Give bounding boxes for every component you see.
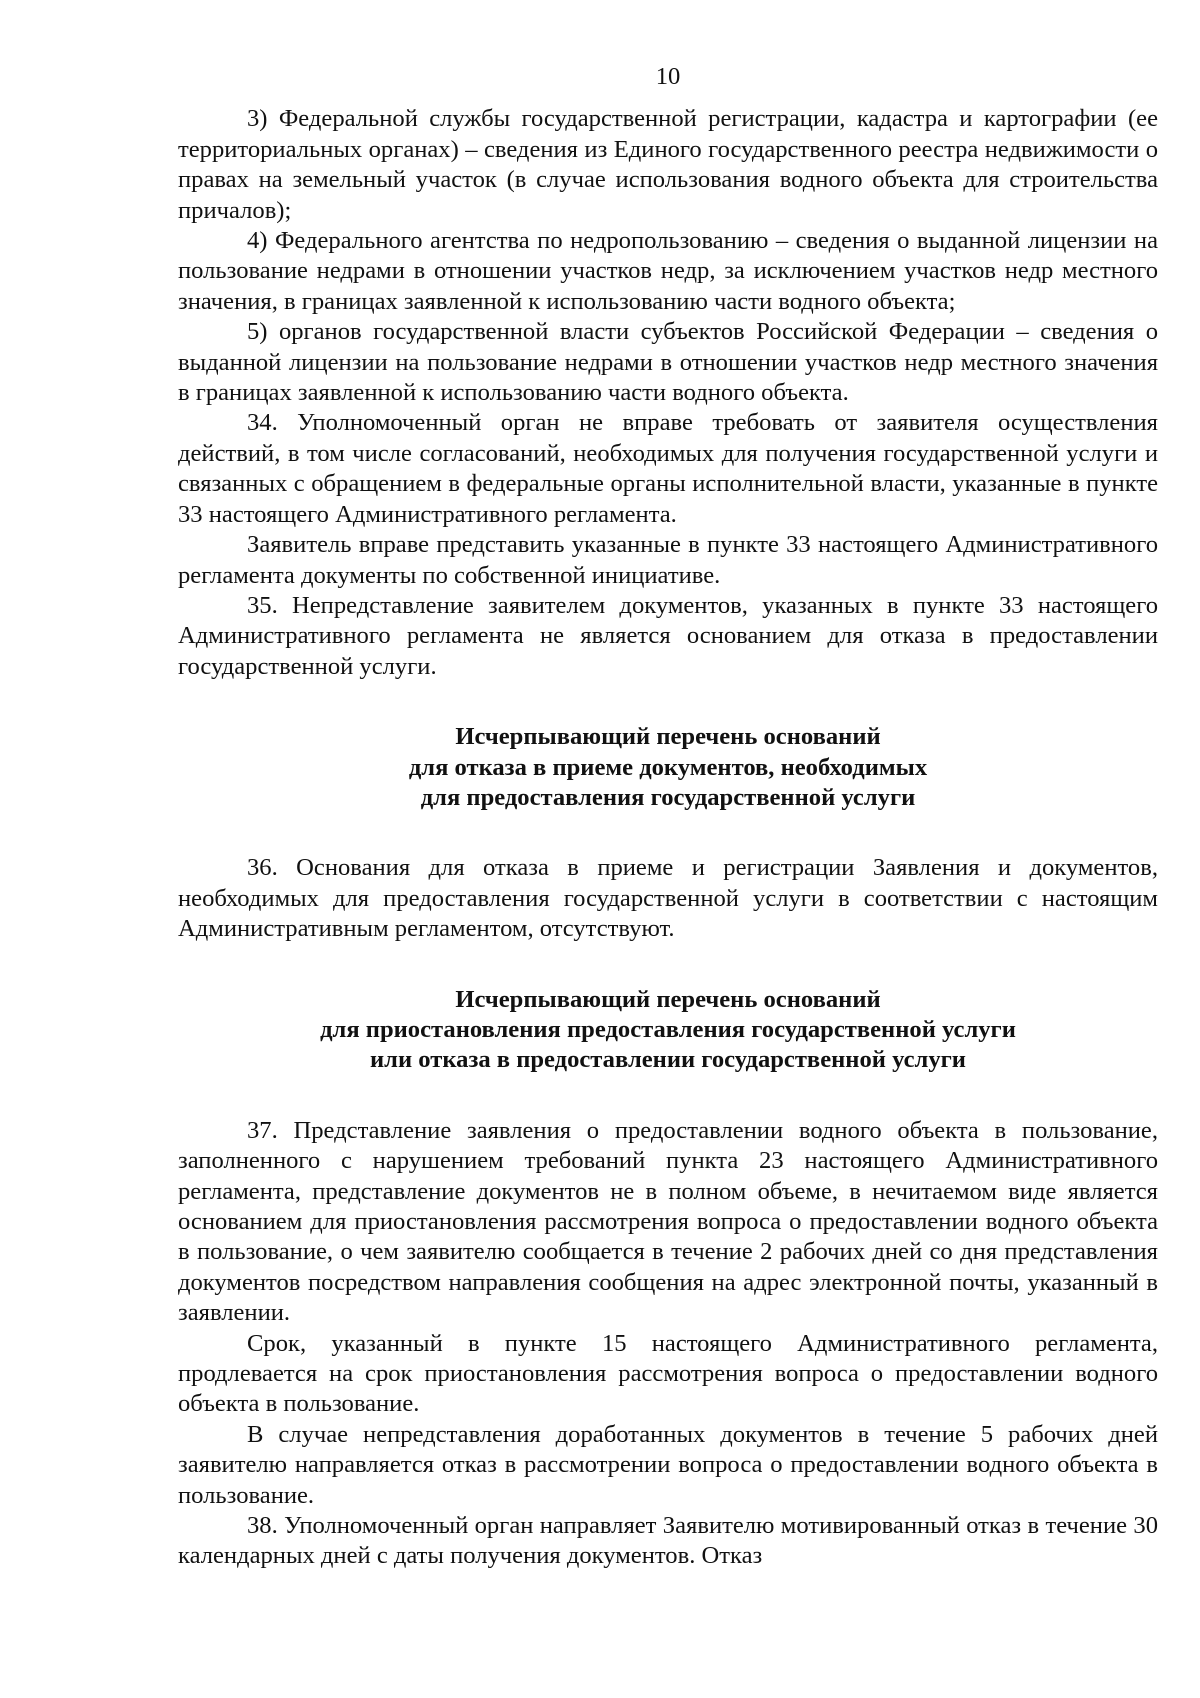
paragraph-37-term-extension: Срок, указанный в пункте 15 настоящего Административного регламента, продлевается на срок приостановления рассмотрения вопроса о предоставлении водного объекта в пользование. [178,1329,1158,1418]
heading-line: для предоставления государственной услуги [420,783,916,811]
heading-line: или отказа в предоставлении государственной услуги [370,1046,966,1074]
section-heading-suspension [178,985,1158,1076]
heading-line: для приостановления предоставления государственной услуги [320,1015,1016,1043]
paragraph-item-3: 3) Федеральной службы государственной регистрации, кадастра и картографии (ее территориальных органах) – сведения из Единого государственного реестра недвижимости о правах на земельный участок (в случае использования водного объекта для строительства причалов); [178,105,1158,224]
section-suspension [178,1116,1158,1572]
document-page [178,62,1158,1572]
heading-line: Исчерпывающий перечень оснований [455,723,881,751]
paragraph-36: 36. Основания для отказа в приеме и регистрации Заявления и документов, необходимых для предоставления государственной услуги в соответствии с настоящим Административным регламентом, отсутствуют. [178,854,1158,943]
heading-line: для отказа в приеме документов, необходимых [408,753,928,781]
paragraph-37-refusal: В случае непредставления доработанных документов в течение 5 рабочих дней заявителю направляется отказ в рассмотрении вопроса о предоставлении водного объекта в пользование. [178,1420,1158,1509]
section-refusal-acceptance [178,853,1158,944]
paragraph-34: 34. Уполномоченный орган не вправе требовать от заявителя осуществления действий, в том числе согласований, необходимых для получения государственной услуги и связанных с обращением в федеральные органы исполнительной власти, указанные в пункте 33 настоящего Административного регламента. [178,409,1158,528]
heading-line: Исчерпывающий перечень оснований [455,985,881,1013]
paragraph-37: 37. Представление заявления о предоставлении водного объекта в пользование, заполненного с нарушением требований пункта 23 настоящего Административного регламента, представление документов не в полном объеме, в нечитаемом виде является основанием для приостановления рассмотрения вопроса о предоставлении водного объекта в пользование, о чем заявителю сообщается в течение 2 рабочих дней со дня представления документов посредством направления сообщения на адрес электронной почты, указанный в заявлении. [178,1116,1158,1327]
section-heading-refusal-acceptance [178,722,1158,813]
paragraph-item-5: 5) органов государственной власти субъектов Российской Федерации – сведения о выданной лицензии на пользование недрами в отношении участков недр местного значения в границах заявленной к использованию части водного объекта. [178,318,1158,407]
paragraph-34-applicant-right: Заявитель вправе представить указанные в пункте 33 настоящего Административного регламента документы по собственной инициативе. [178,531,1158,589]
paragraph-38: 38. Уполномоченный орган направляет Заявителю мотивированный отказ в течение 30 календарных дней с даты получения документов. Отказ [178,1512,1158,1570]
paragraph-35: 35. Непредставление заявителем документов, указанных в пункте 33 настоящего Административного регламента не является основанием для отказа в предоставлении государственной услуги. [178,591,1158,680]
paragraph-item-4: 4) Федерального агентства по недропользованию – сведения о выданной лицензии на пользование недрами в отношении участков недр, за исключением участков недр местного значения, в границах заявленной к использованию части водного объекта; [178,227,1158,315]
page-number: 10 [655,63,681,90]
section-documents-requested [178,104,1158,682]
